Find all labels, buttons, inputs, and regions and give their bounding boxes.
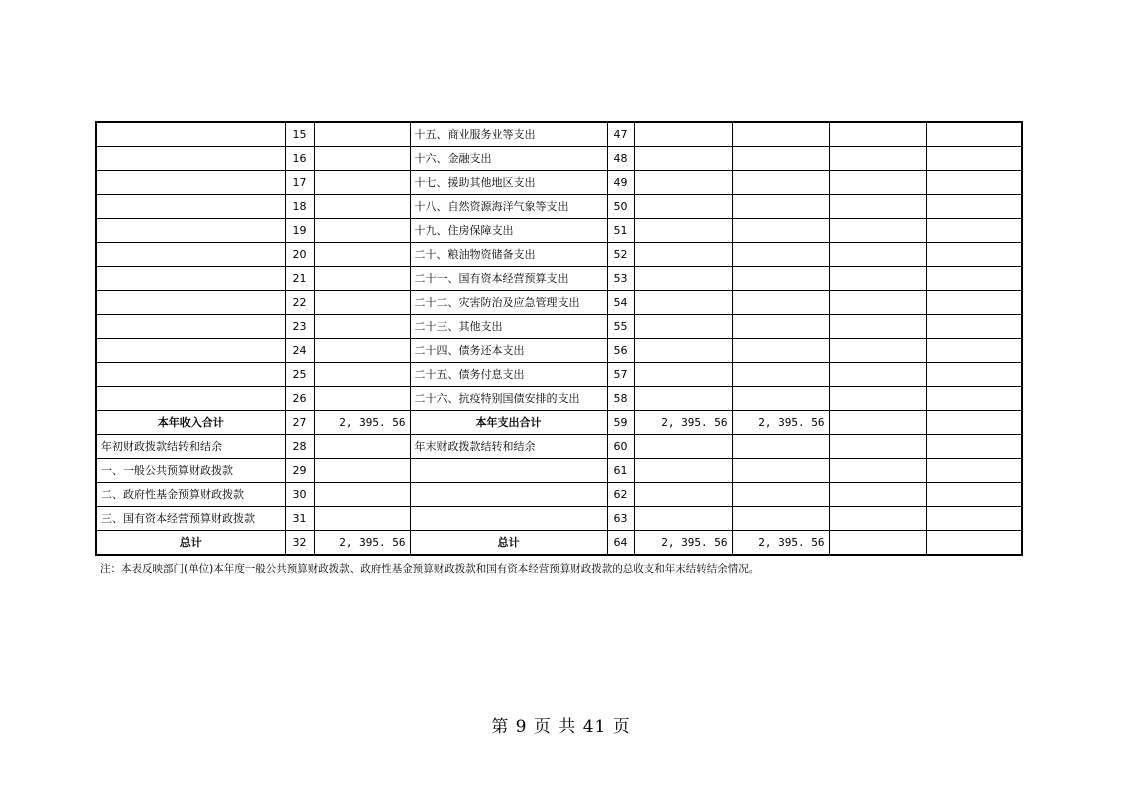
expenditure-total: [634, 267, 732, 291]
expenditure-general-budget: [732, 363, 829, 387]
table-row: [96, 363, 1022, 387]
expenditure-general-budget: [732, 459, 829, 483]
receipt-item-cell: 年初财政拨款结转和结余: [96, 435, 285, 459]
receipt-amount: [314, 122, 410, 147]
expenditure-line-number: 60: [607, 435, 634, 459]
expenditure-state-capital-budget: [926, 387, 1022, 411]
expenditure-item-cell: 十六、金融支出: [410, 147, 607, 171]
expenditure-fund-budget: [829, 435, 926, 459]
expenditure-fund-budget: [829, 171, 926, 195]
receipt-amount: 2, 395. 56: [314, 531, 410, 556]
table-row: [96, 219, 1022, 243]
expenditure-line-number: 58: [607, 387, 634, 411]
expenditure-general-budget: [732, 315, 829, 339]
expenditure-state-capital-budget: [926, 411, 1022, 435]
expenditure-state-capital-budget: [926, 147, 1022, 171]
receipt-item-cell: [96, 363, 285, 387]
table-row: [96, 531, 1022, 556]
table-row: [96, 267, 1022, 291]
expenditure-fund-budget: [829, 122, 926, 147]
receipt-item-cell: [96, 147, 285, 171]
receipt-amount: [314, 219, 410, 243]
receipt-amount: [314, 267, 410, 291]
expenditure-total: [634, 171, 732, 195]
expenditure-general-budget: [732, 219, 829, 243]
expenditure-item-cell: 十五、商业服务业等支出: [410, 122, 607, 147]
expenditure-item-cell: [410, 483, 607, 507]
expenditure-total: [634, 363, 732, 387]
expenditure-fund-budget: [829, 411, 926, 435]
receipt-line-number: 20: [285, 243, 314, 267]
receipt-amount: [314, 483, 410, 507]
receipt-line-number: 21: [285, 267, 314, 291]
receipt-item-cell: 一、一般公共预算财政拨款: [96, 459, 285, 483]
expenditure-fund-budget: [829, 147, 926, 171]
receipt-line-number: 28: [285, 435, 314, 459]
receipt-item-cell: 总计: [96, 531, 285, 556]
expenditure-line-number: 61: [607, 459, 634, 483]
expenditure-total: [634, 122, 732, 147]
table-row: [96, 483, 1022, 507]
table-row: [96, 171, 1022, 195]
expenditure-line-number: 63: [607, 507, 634, 531]
expenditure-state-capital-budget: [926, 122, 1022, 147]
expenditure-item-cell: 二十一、国有资本经营预算支出: [410, 267, 607, 291]
receipt-amount: [314, 363, 410, 387]
table-body: [96, 122, 1022, 555]
receipt-line-number: 16: [285, 147, 314, 171]
expenditure-total: [634, 195, 732, 219]
expenditure-fund-budget: [829, 339, 926, 363]
table-row: [96, 195, 1022, 219]
receipt-line-number: 24: [285, 339, 314, 363]
receipt-item-cell: 三、国有资本经营预算财政拨款: [96, 507, 285, 531]
receipt-item-cell: 二、政府性基金预算财政拨款: [96, 483, 285, 507]
receipt-line-number: 26: [285, 387, 314, 411]
receipt-line-number: 22: [285, 291, 314, 315]
receipt-amount: [314, 243, 410, 267]
expenditure-fund-budget: [829, 363, 926, 387]
expenditure-line-number: 48: [607, 147, 634, 171]
expenditure-fund-budget: [829, 483, 926, 507]
expenditure-fund-budget: [829, 315, 926, 339]
expenditure-general-budget: [732, 171, 829, 195]
expenditure-general-budget: [732, 339, 829, 363]
expenditure-general-budget: [732, 291, 829, 315]
table-row: [96, 315, 1022, 339]
expenditure-total: [634, 339, 732, 363]
table-row: [96, 411, 1022, 435]
expenditure-fund-budget: [829, 291, 926, 315]
expenditure-fund-budget: [829, 531, 926, 556]
receipt-line-number: 19: [285, 219, 314, 243]
expenditure-line-number: 56: [607, 339, 634, 363]
expenditure-line-number: 54: [607, 291, 634, 315]
expenditure-item-cell: 二十三、其他支出: [410, 315, 607, 339]
receipt-amount: [314, 315, 410, 339]
expenditure-total: [634, 243, 732, 267]
receipt-amount: [314, 171, 410, 195]
expenditure-line-number: 50: [607, 195, 634, 219]
expenditure-line-number: 52: [607, 243, 634, 267]
receipt-item-cell: [96, 243, 285, 267]
expenditure-line-number: 64: [607, 531, 634, 556]
expenditure-state-capital-budget: [926, 195, 1022, 219]
receipt-amount: [314, 147, 410, 171]
receipt-amount: [314, 291, 410, 315]
expenditure-general-budget: 2, 395. 56: [732, 411, 829, 435]
expenditure-state-capital-budget: [926, 267, 1022, 291]
receipt-line-number: 27: [285, 411, 314, 435]
expenditure-line-number: 62: [607, 483, 634, 507]
expenditure-item-cell: [410, 459, 607, 483]
expenditure-item-cell: 本年支出合计: [410, 411, 607, 435]
expenditure-general-budget: [732, 147, 829, 171]
expenditure-total: [634, 507, 732, 531]
receipt-item-cell: [96, 339, 285, 363]
table-note: 注：本表反映部门(单位)本年度一般公共预算财政拨款、政府性基金预算财政拨款和国有资本经营预算财政拨款的总收支和年末结转结余情况。: [100, 563, 760, 575]
receipt-amount: [314, 195, 410, 219]
expenditure-general-budget: [732, 243, 829, 267]
expenditure-fund-budget: [829, 195, 926, 219]
table-row: [96, 147, 1022, 171]
expenditure-item-cell: 二十六、抗疫特别国债安排的支出: [410, 387, 607, 411]
expenditure-total: [634, 291, 732, 315]
receipt-amount: [314, 387, 410, 411]
expenditure-line-number: 49: [607, 171, 634, 195]
expenditure-general-budget: [732, 483, 829, 507]
expenditure-state-capital-budget: [926, 363, 1022, 387]
expenditure-line-number: 57: [607, 363, 634, 387]
receipt-item-cell: [96, 291, 285, 315]
expenditure-fund-budget: [829, 459, 926, 483]
expenditure-item-cell: 二十二、灾害防治及应急管理支出: [410, 291, 607, 315]
expenditure-state-capital-budget: [926, 291, 1022, 315]
expenditure-fund-budget: [829, 243, 926, 267]
table-row: [96, 387, 1022, 411]
expenditure-fund-budget: [829, 507, 926, 531]
receipt-item-cell: 本年收入合计: [96, 411, 285, 435]
expenditure-item-cell: 年末财政拨款结转和结余: [410, 435, 607, 459]
receipt-amount: [314, 459, 410, 483]
table-row: [96, 243, 1022, 267]
receipt-line-number: 17: [285, 171, 314, 195]
expenditure-item-cell: 十七、援助其他地区支出: [410, 171, 607, 195]
expenditure-item-cell: 十九、住房保障支出: [410, 219, 607, 243]
expenditure-total: [634, 387, 732, 411]
receipt-line-number: 15: [285, 122, 314, 147]
expenditure-state-capital-budget: [926, 243, 1022, 267]
expenditure-state-capital-budget: [926, 507, 1022, 531]
expenditure-item-cell: 二十五、债务付息支出: [410, 363, 607, 387]
receipt-line-number: 18: [285, 195, 314, 219]
receipt-item-cell: [96, 267, 285, 291]
receipt-item-cell: [96, 315, 285, 339]
receipt-line-number: 29: [285, 459, 314, 483]
table-row: [96, 507, 1022, 531]
table-row: [96, 459, 1022, 483]
expenditure-item-cell: [410, 507, 607, 531]
table-row: [96, 291, 1022, 315]
expenditure-total: [634, 459, 732, 483]
expenditure-line-number: 55: [607, 315, 634, 339]
receipt-amount: [314, 339, 410, 363]
fiscal-appropriation-table: [95, 121, 1023, 556]
expenditure-state-capital-budget: [926, 459, 1022, 483]
expenditure-state-capital-budget: [926, 435, 1022, 459]
expenditure-general-budget: 2, 395. 56: [732, 531, 829, 556]
expenditure-total: [634, 147, 732, 171]
receipt-amount: 2, 395. 56: [314, 411, 410, 435]
expenditure-general-budget: [732, 267, 829, 291]
expenditure-general-budget: [732, 195, 829, 219]
expenditure-general-budget: [732, 387, 829, 411]
expenditure-line-number: 47: [607, 122, 634, 147]
expenditure-item-cell: 二十、粮油物资储备支出: [410, 243, 607, 267]
receipt-line-number: 32: [285, 531, 314, 556]
expenditure-general-budget: [732, 507, 829, 531]
expenditure-total: [634, 435, 732, 459]
expenditure-state-capital-budget: [926, 339, 1022, 363]
receipt-item-cell: [96, 387, 285, 411]
expenditure-total: 2, 395. 56: [634, 531, 732, 556]
expenditure-line-number: 59: [607, 411, 634, 435]
expenditure-line-number: 51: [607, 219, 634, 243]
table-row: [96, 122, 1022, 147]
expenditure-general-budget: [732, 435, 829, 459]
receipt-item-cell: [96, 171, 285, 195]
expenditure-item-cell: 二十四、债务还本支出: [410, 339, 607, 363]
expenditure-item-cell: 总计: [410, 531, 607, 556]
expenditure-fund-budget: [829, 219, 926, 243]
receipt-item-cell: [96, 219, 285, 243]
receipt-amount: [314, 435, 410, 459]
expenditure-state-capital-budget: [926, 219, 1022, 243]
receipt-item-cell: [96, 195, 285, 219]
receipt-item-cell: [96, 122, 285, 147]
expenditure-state-capital-budget: [926, 483, 1022, 507]
receipt-line-number: 31: [285, 507, 314, 531]
expenditure-fund-budget: [829, 387, 926, 411]
page-footer: 第 9 页 共 41 页: [491, 717, 631, 737]
table-row: [96, 435, 1022, 459]
expenditure-total: [634, 483, 732, 507]
expenditure-state-capital-budget: [926, 171, 1022, 195]
receipt-line-number: 23: [285, 315, 314, 339]
expenditure-line-number: 53: [607, 267, 634, 291]
expenditure-fund-budget: [829, 267, 926, 291]
expenditure-general-budget: [732, 122, 829, 147]
expenditure-total: [634, 315, 732, 339]
expenditure-state-capital-budget: [926, 531, 1022, 556]
table-row: [96, 339, 1022, 363]
expenditure-item-cell: 十八、自然资源海洋气象等支出: [410, 195, 607, 219]
receipt-amount: [314, 507, 410, 531]
receipt-line-number: 25: [285, 363, 314, 387]
expenditure-total: [634, 219, 732, 243]
expenditure-state-capital-budget: [926, 315, 1022, 339]
expenditure-total: 2, 395. 56: [634, 411, 732, 435]
receipt-line-number: 30: [285, 483, 314, 507]
